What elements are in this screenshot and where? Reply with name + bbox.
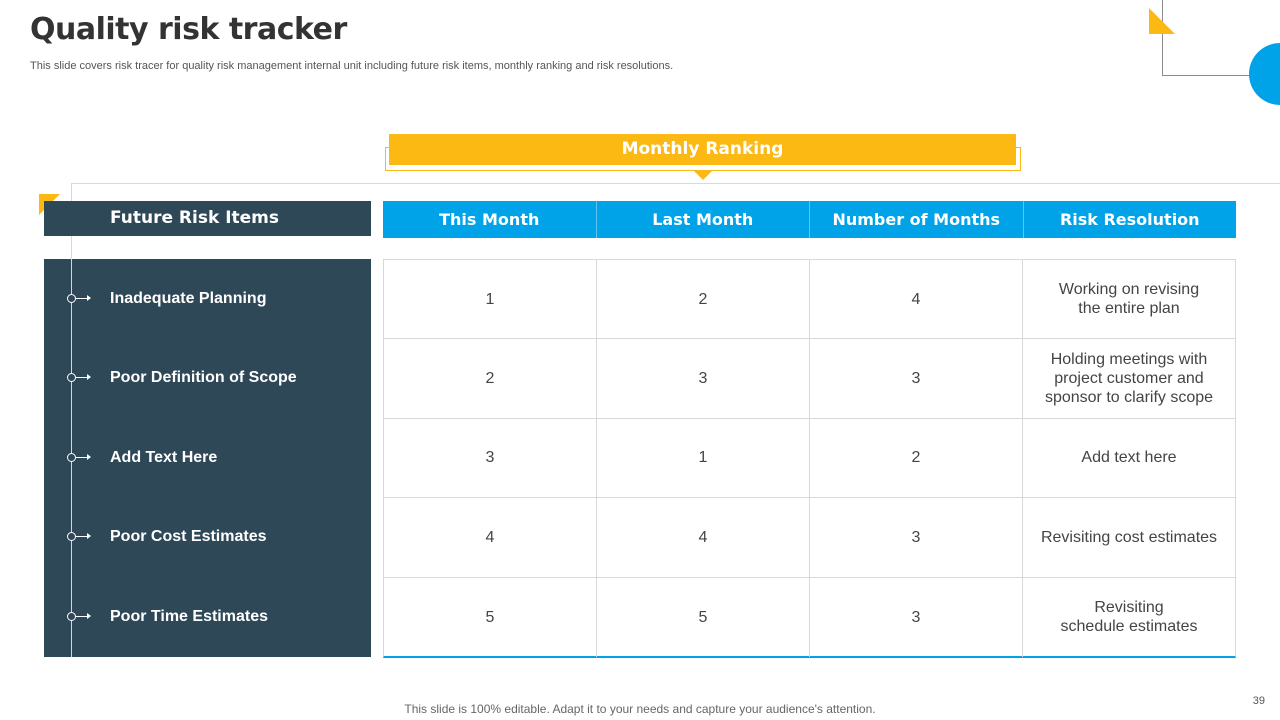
arrow-right-icon	[87, 533, 91, 539]
table-cell: 1	[384, 260, 597, 338]
monthly-ranking-banner: Monthly Ranking	[389, 134, 1016, 165]
page-number: 39	[1252, 695, 1265, 707]
table-cell: Revisiting cost estimates	[1040, 528, 1218, 546]
arrow-right-icon	[87, 613, 91, 619]
timeline-node-icon	[67, 612, 76, 621]
ranking-table-body	[383, 259, 1236, 658]
column-header: Number of Months	[810, 201, 1024, 238]
table-cell: 2	[597, 260, 810, 338]
table-cell: 4	[384, 498, 597, 576]
table-cell: 4	[597, 498, 810, 576]
table-cell: 3	[597, 339, 810, 417]
table-cell: Working on revising the entire plan	[1058, 281, 1200, 318]
table-cell: 3	[810, 339, 1023, 417]
timeline-node-icon	[67, 373, 76, 382]
table-cell: 3	[384, 419, 597, 497]
table-cell: 1	[597, 419, 810, 497]
table-cell: 5	[384, 578, 597, 657]
risk-item-label: Poor Time Estimates	[110, 608, 268, 625]
table-row	[384, 578, 1235, 657]
risk-item	[44, 289, 371, 309]
table-cell: Holding meetings with project customer and sponsor to clarify scope	[1044, 351, 1214, 407]
future-risk-items-header: Future Risk Items	[44, 201, 371, 236]
table-cell: 2	[810, 419, 1023, 497]
column-header: Risk Resolution	[1059, 210, 1200, 229]
risk-item-label: Inadequate Planning	[110, 290, 267, 307]
risk-item	[44, 607, 371, 627]
table-cell: 4	[810, 260, 1023, 338]
column-header: Last Month	[597, 201, 811, 238]
monthly-ranking-pointer	[694, 171, 712, 180]
timeline-node-icon	[67, 294, 76, 303]
arrow-right-icon	[87, 454, 91, 460]
table-row	[384, 339, 1235, 418]
decorative-triangle	[1149, 8, 1175, 34]
risk-item-label: Add Text Here	[110, 449, 218, 466]
risk-item	[44, 448, 371, 468]
outline-frame-top	[71, 183, 1280, 184]
table-row	[384, 419, 1235, 498]
table-cell: Add text here	[1081, 449, 1177, 467]
risk-item	[44, 527, 371, 547]
page-subtitle: This slide covers risk tracer for quality risk management internal unit including future risk items, monthly ranking and risk resolutions.	[30, 60, 674, 72]
arrow-right-icon	[87, 374, 91, 380]
risk-item-label: Poor Definition of Scope	[110, 369, 297, 386]
table-cell: 3	[810, 498, 1023, 576]
column-header: This Month	[383, 201, 597, 238]
timeline-node-icon	[67, 453, 76, 462]
risk-item-label: Poor Cost Estimates	[110, 528, 267, 545]
table-row	[384, 498, 1235, 577]
timeline-node-icon	[67, 532, 76, 541]
table-cell: 5	[597, 578, 810, 657]
page-title: Quality risk tracker	[30, 12, 347, 47]
table-cell: 3	[810, 578, 1023, 657]
ranking-table-header	[383, 201, 1236, 238]
table-cell: 2	[384, 339, 597, 417]
table-cell: Revisiting schedule estimates	[1060, 599, 1198, 636]
table-row	[384, 260, 1235, 339]
arrow-right-icon	[87, 295, 91, 301]
risk-item	[44, 368, 371, 388]
footer-note: This slide is 100% editable. Adapt it to your needs and capture your audience's attention.	[404, 702, 876, 716]
